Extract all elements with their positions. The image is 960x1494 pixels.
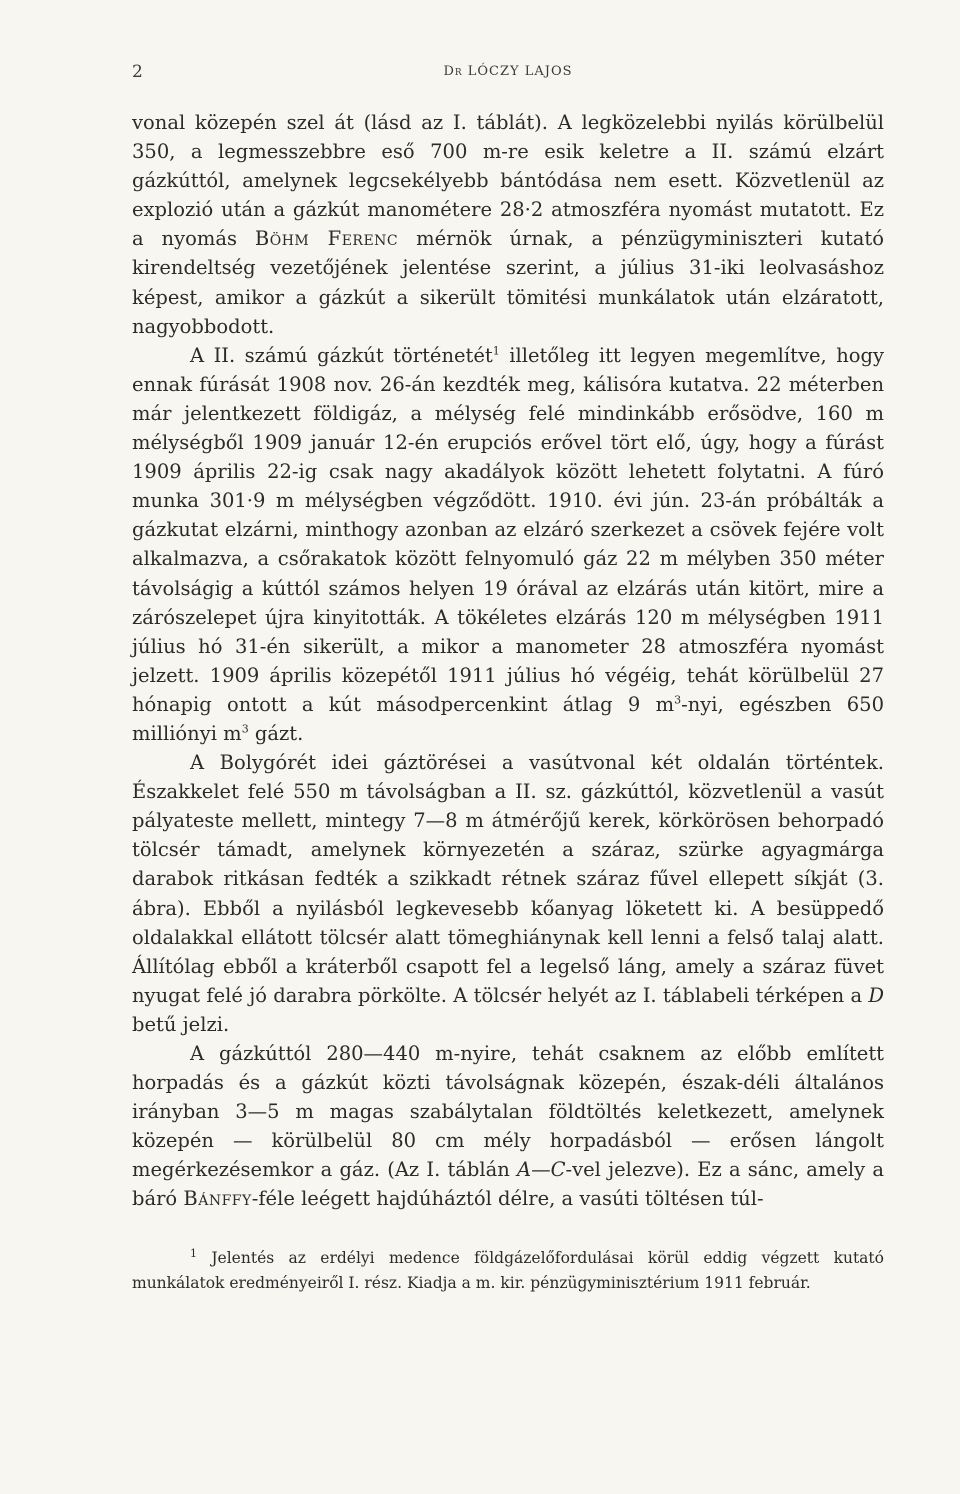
paragraph: [132, 1039, 884, 1214]
text-run: Jelentés az erdélyi medence földgázelőfordulásai körül eddig végzett kutató munkálatok eredményeiről I. rész. Kiadja a m. kir. pénzügyminisztérium 1911 február.: [132, 1249, 884, 1292]
footnote: [132, 1246, 884, 1296]
text-run: A II. számú gázkút történetét: [190, 343, 493, 367]
emphasis-text: D: [868, 983, 884, 1007]
text-run: -féle leégett hajdúháztól délre, a vasúti töltésen túl-: [251, 1187, 764, 1211]
footnotes: [132, 1246, 884, 1296]
emphasis-text: A—C: [517, 1158, 566, 1182]
paragraph: [132, 108, 884, 341]
page-header: [132, 62, 884, 86]
text-run: -vel jelezve). Ez a sánc, amely a báró: [132, 1158, 884, 1211]
text-run: gázt.: [248, 721, 304, 745]
footnote-marker: 1: [492, 344, 500, 358]
text-run: vonal közepén szel át (lásd az I. táblát). A legközelebbi nyilás körülbelül 350, a legmesszebbre eső 700 m-re esik keletre a II. számú elzárt gázkúttól, amelynek legcsekélyebb bántódása nem esett. Közvetlenül az explozió után a gázkút manométere 28·2 atmoszféra nyomást mutatott. Ez a nyomás: [132, 111, 884, 251]
page-number: 2: [132, 62, 143, 82]
text-run: -nyi, egészben 650 milliónyi m: [132, 692, 884, 745]
paragraph: [132, 748, 884, 1039]
running-head: Dr LÓCZY LAJOS: [443, 64, 573, 79]
footnote-marker: 3: [241, 722, 249, 736]
text-run: illetőleg itt legyen megemlítve, hogy ennak fúrását 1908 nov. 26-án kezdték meg, kálisóra kutatva. 22 méterben már jelentkezett földigáz, a mélység felé mindinkább erősödve, 160 m mélységből 1909 január 12-én erupciós erővel tört elő, úgy, hogy a fúrást 1909 április 22-ig csak nagy akadályok között lehetett folytatni. A fúró munka 301·9 m mélységben végződött. 1910. évi jún. 23-án próbálták a gázkutat elzárni, minthogy azonban az elzáró szerkezet a csövek fejére volt alkalmazva, a csőrakatok között felnyomuló gáz 22 m mélyben 350 méter távolságig a kúttól számos helyen 19 órával az elzárás után kitört, mire a zárószelepet újra kinyitották. A tökéletes elzárás 120 m mélységben 1911 július hó 31-én sikerült, a mikor a manometer 28 atmoszféra nyomást jelzett. 1909 április közepétől 1911 július hó végéig, tehát körülbelül 27 hónapig ontott a kút másodpercenkint átlag 9 m: [132, 343, 884, 716]
paragraph: [132, 341, 884, 748]
text-run: mérnök úrnak, a pénzügyminiszteri kutató kirendeltség vezetőjének jelentése szerint, a július 31-iki leolvasáshoz képest, amikor a gázkút a sikerült tömitési munkálatok után elzáratott, nagyobbodott.: [132, 227, 884, 338]
emphasis-text: Bánffy: [183, 1187, 252, 1211]
footnote-marker: 1: [190, 1246, 197, 1260]
text-run: A gázkúttól 280—440 m-nyire, tehát csaknem az előbb említett horpadás és a gázkút közti távolságnak közepén, észak-déli általános irányban 3—5 m magas szabálytalan földtöltés keletkezett, amelynek közepén — körülbelül 80 cm mély horpadásból — erősen lángolt megérkezésemkor a gáz. (Az I. táblán: [132, 1042, 884, 1182]
emphasis-text: Böhm Ferenc: [254, 227, 399, 251]
footnote-marker: 3: [674, 693, 682, 707]
text-run: A Bolygórét idei gáztörései a vasútvonal két oldalán történtek. Északkelet felé 550 m távolságban a II. sz. gázkúttól, közvetlenül a vasút pályateste mellett, mintegy 7—8 m átmérőjű kerek, körkörösen behorpadó tölcsér támadt, amelynek környezetén a száraz, szürke agyagmárga darabok ritkásan fedték a szikkadt rétnek száraz fűvel ellepett síkját (3. ábra). Ebből a nyilásból legkevesebb kőanyag löketett ki. A besüppedő oldalakkal ellátott tölcsér alatt tömeghiánynak kell lenni a felső talaj alatt. Állítólag ebből a kráterből csapott fel a legelső láng, amely a száraz füvet nyugat felé jó darabra pörkölte. A tölcsér helyét az I. táblabeli térképen a: [132, 751, 884, 1007]
text-run: betű jelzi.: [132, 1012, 230, 1036]
main-text: [132, 108, 884, 1214]
